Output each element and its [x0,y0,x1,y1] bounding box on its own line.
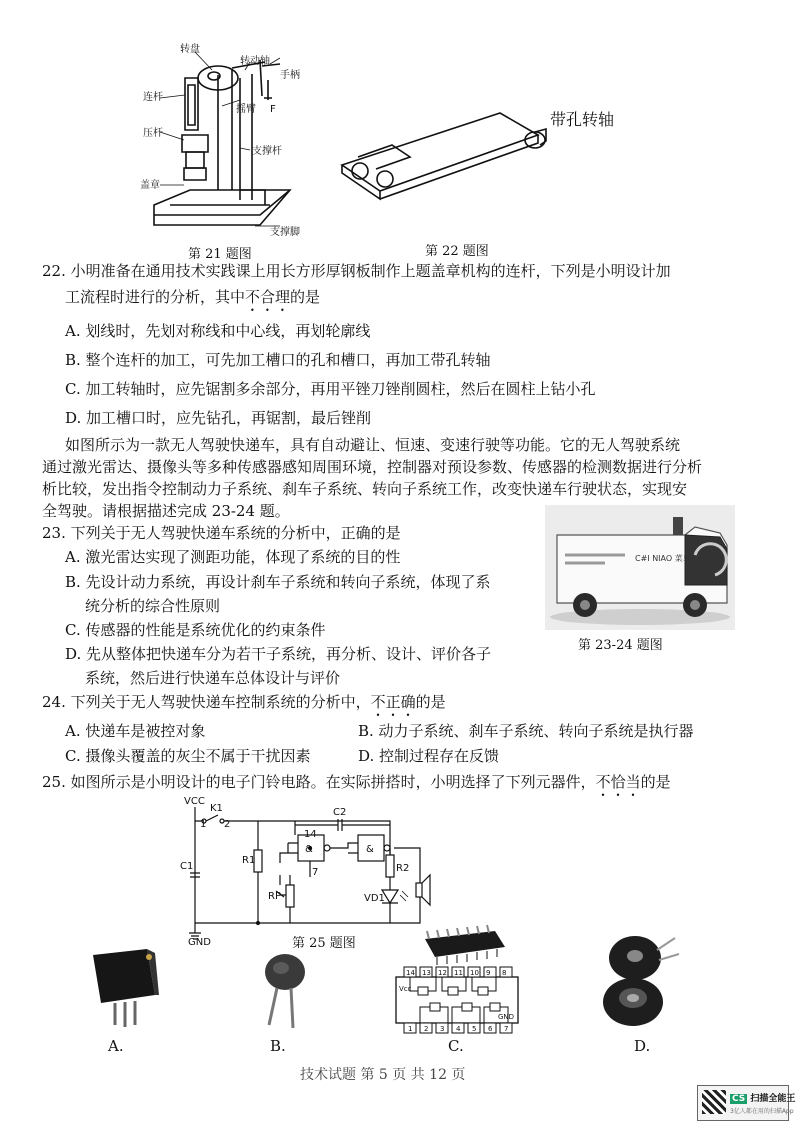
q23-option-b-cont: 统分析的综合性原则 [85,597,221,615]
chip-pin-number: 7 [504,1025,509,1033]
chip-pin-number: 8 [502,969,507,977]
circuit-label-c2: C2 [333,807,347,818]
circuit-label-n2: 2 [224,819,231,830]
camscanner-subtitle: 3亿人都在用的扫描App [730,1108,794,1115]
circuit-label-rp: RP [268,891,281,902]
camscanner-watermark [697,1085,796,1121]
qr-code-icon [702,1090,726,1114]
intro-line-2: 通过激光雷达、摄像头等多种传感器感知周围环境，控制器对预设参数、传感器的检测数据进行分析 [42,458,703,476]
component-a-trimmer-potentiometer [85,945,165,1035]
q24-option-d: D. 控制过程存在反馈 [358,747,500,765]
label-zhuanpan: 转盘 [180,44,200,55]
camscanner-logo-icon: CS [732,1094,746,1104]
q24-option-b: B. 动力子系统、刹车子系统、转向子系统是执行器 [358,722,694,740]
circuit-label-gnd: GND [188,937,211,948]
figure-21-caption: 第 21 题图 [188,247,252,262]
q25-stem: 25. 如图所示是小明设计的电子门铃电路。在实际拼搭时，小明选择了下列元器件，不恰当的是 [42,773,671,791]
q23-option-d: D. 先从整体把快递车分为若干子系统，再分析、设计、评价各子 [65,645,492,663]
chip-pin-number: 6 [488,1025,493,1033]
label-daikongzhuanzhou: 带孔转轴 [550,110,615,129]
figure-21-stamp-mechanism [140,40,310,240]
q22-option-a: A. 划线时，先划对称线和中心线，再划轮廓线 [65,322,371,340]
intro-line-3: 析比较，发出指令控制动力子系统、刹车子系统、转向子系统工作，改变快递车行驶状态，实现安 [42,480,688,498]
q25-emphasis: 不恰当 [595,773,641,791]
q22-stem-line2: 工流程时进行的分析，其中不合理的是 [65,288,321,306]
label-shoubing: 手柄 [280,70,300,81]
chip-gnd-label: GND [498,1013,515,1021]
label-yaobi: 摇臂 [236,104,256,115]
circuit-label-n1: 1 [200,819,207,830]
component-b-ceramic-capacitor [255,950,315,1035]
q24-option-a: A. 快递车是被控对象 [65,722,206,740]
q24-emphasis: 不正确 [370,693,416,711]
label-yagan: 压杆 [143,128,163,139]
figure-22-connecting-rod [330,95,630,205]
choice-b-label: B. [270,1037,286,1055]
circuit-label-r2: R2 [396,863,410,874]
footer-clip [0,1062,800,1083]
q24-option-c: C. 摄像头覆盖的灰尘不属于干扰因素 [65,747,311,765]
label-force: F [270,104,276,115]
label-zhichengjiao: 支撑脚 [270,227,300,238]
q23-option-c: C. 传感器的性能是系统优化的约束条件 [65,621,326,639]
q22-stem-line1: 22. 小明准备在通用技术实践课上用长方形厚钢板制作上题盖章机构的连杆，下列是小明设计加 [42,262,671,280]
circuit-label-vcc: VCC [184,796,205,807]
figure-25-caption: 第 25 题图 [292,936,356,951]
q23-option-a: A. 激光雷达实现了测距功能，体现了系统的目的性 [65,548,401,566]
choice-c-label: C. [448,1037,464,1055]
chip-vcc-label: Vcc [399,985,412,993]
circuit-label-c1: C1 [180,861,194,872]
component-d-buzzer [595,930,690,1030]
label-zhuandongzhou: 转动轴 [240,56,270,67]
q22-option-c: C. 加工转轴时，应先锯割多余部分，再用平锉刀锉削圆柱，然后在圆柱上钻小孔 [65,380,596,398]
chip-pin-number: 12 [438,969,447,977]
truck-brand-text: C#I NIAO 菜鸟 [635,554,691,563]
chip-pin-number: 2 [424,1025,429,1033]
label-gaizhang: 盖章 [140,180,160,191]
label-zhichenggan: 支撑杆 [252,146,282,157]
chip-pin-number: 13 [422,969,431,977]
chip-pin-number: 10 [470,969,479,977]
chip-pin-number: 14 [406,969,415,977]
chip-pin-number: 11 [454,969,463,977]
q23-option-b: B. 先设计动力系统，再设计刹车子系统和转向子系统，体现了系 [65,573,491,591]
chip-pin-number: 3 [440,1025,445,1033]
q24-stem: 24. 下列关于无人驾驶快递车控制系统的分析中，不正确的是 [42,693,446,711]
circuit-label-gate1: & [305,844,313,855]
figure-23-24-caption: 第 23-24 题图 [578,638,663,653]
q23-stem: 23. 下列关于无人驾驶快递车系统的分析中，正确的是 [42,524,401,542]
intro-line-1: 如图所示为一款无人驾驶快递车，具有自动避让、恒速、变速行驶等功能。它的无人驾驶系统 [65,436,681,454]
label-liangan: 连杆 [143,92,163,103]
figure-22-caption: 第 22 题图 [425,244,489,259]
q23-option-d-cont: 系统，然后进行快递车总体设计与评价 [85,669,341,687]
component-c-dip-chip [415,925,515,967]
footer-page-text: 技术试题 第 5 页 共 12 页 [300,1067,466,1083]
choice-d-label: D. [634,1037,651,1055]
intro-line-4: 全驾驶。请根据描述完成 23-24 题。 [42,502,290,520]
circuit-label-r1: R1 [242,855,256,866]
choice-a-label: A. [108,1037,124,1055]
circuit-label-pin14: 14 [304,829,317,840]
circuit-label-gate2: & [366,844,374,855]
q22-option-d: D. 加工槽口时，应先钻孔，再锯割，最后锉削 [65,409,372,427]
q22-emphasis: 不合理 [245,288,291,306]
chip-pin-number: 4 [456,1025,461,1033]
circuit-label-vd1: VD1 [364,893,385,904]
figure-25-doorbell-circuit [180,795,440,948]
chip-pin-number: 9 [486,969,491,977]
chip-pin-number: 1 [408,1025,413,1033]
circuit-label-pin7: 7 [312,867,319,878]
chip-pin-number: 5 [472,1025,477,1033]
component-c-chip-pinout [390,965,525,1035]
figure-23-24-delivery-truck [545,505,735,630]
q22-option-b: B. 整个连杆的加工，可先加工槽口的孔和槽口，再加工带孔转轴 [65,351,491,369]
circuit-label-k1: K1 [210,803,223,814]
camscanner-title: CS 扫描全能王 [732,1094,796,1104]
